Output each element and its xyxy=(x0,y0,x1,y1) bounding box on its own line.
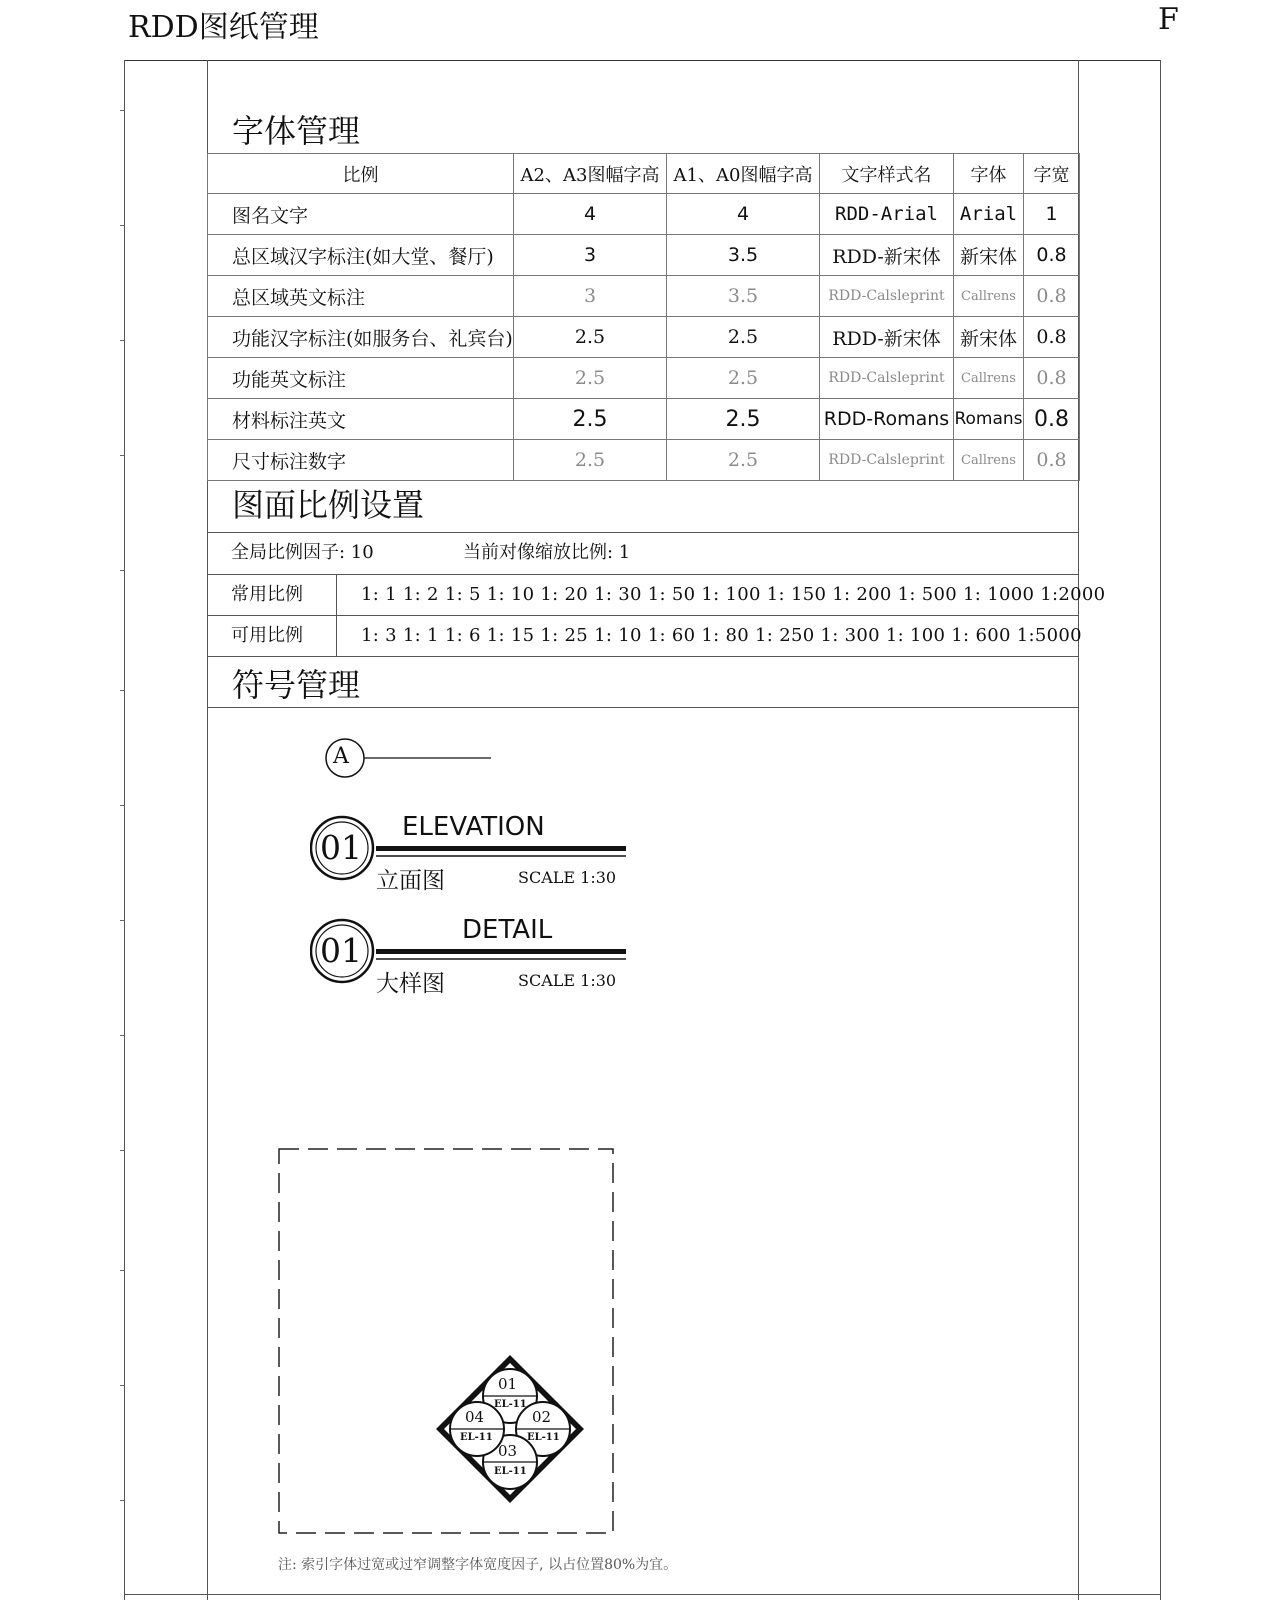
available-scale-label: 可用比例 xyxy=(231,625,303,646)
symbol-section-heading: 符号管理 xyxy=(232,666,361,704)
margin-tick xyxy=(120,1500,125,1501)
column-header: 比例 xyxy=(208,154,514,194)
cell-style: RDD-新宋体 xyxy=(820,317,954,358)
cell-a2a3: 4 xyxy=(514,194,667,235)
margin-tick xyxy=(120,1385,125,1386)
cell-a2a3: 3 xyxy=(514,235,667,276)
common-scale-row xyxy=(207,575,1106,615)
cell-style: RDD-Calsleprint xyxy=(820,440,954,481)
cell-width: 0.8 xyxy=(1024,399,1080,440)
table-row xyxy=(208,440,1080,481)
cell-a2a3: 2.5 xyxy=(514,317,667,358)
outer-frame-left xyxy=(124,60,125,1600)
cell-width: 0.8 xyxy=(1024,317,1080,358)
index-symbol xyxy=(436,1355,584,1503)
cell-style: RDD-Calsleprint xyxy=(820,276,954,317)
table-row xyxy=(208,399,1080,440)
detail-subtitle: 大样图 xyxy=(376,971,445,997)
table-row xyxy=(208,194,1080,235)
font-section-heading: 字体管理 xyxy=(232,112,361,150)
available-scale-row xyxy=(207,616,1082,656)
footnote: 注: 索引字体过宽或过窄调整字体宽度因子, 以占位置80%为宜。 xyxy=(278,1557,678,1573)
cell-a1a0: 2.5 xyxy=(667,399,820,440)
cell-font: Callrens xyxy=(954,276,1024,317)
row-label: 功能汉字标注(如服务台、礼宾台) xyxy=(208,317,514,358)
table-row xyxy=(208,358,1080,399)
margin-tick xyxy=(120,805,125,806)
table-row xyxy=(208,276,1080,317)
frame-bottom-rule xyxy=(124,1594,1160,1595)
detail-symbol xyxy=(310,915,630,995)
axis-symbol-graphic xyxy=(325,738,495,778)
cell-a1a0: 4 xyxy=(667,194,820,235)
cell-a1a0: 2.5 xyxy=(667,358,820,399)
cell-font: Callrens xyxy=(954,440,1024,481)
cell-font: Romans xyxy=(954,399,1024,440)
cell-a1a0: 3.5 xyxy=(667,235,820,276)
column-header: 字宽 xyxy=(1024,154,1080,194)
elevation-title: ELEVATION xyxy=(402,812,545,842)
cell-a2a3: 2.5 xyxy=(514,440,667,481)
outer-frame-right xyxy=(1160,60,1161,1600)
cell-a1a0: 3.5 xyxy=(667,276,820,317)
margin-tick xyxy=(120,340,125,341)
header-rule xyxy=(124,60,1160,61)
common-scale-values: 1: 1 1: 2 1: 5 1: 10 1: 20 1: 30 1: 50 1: 100 1: 150 1: 200 1: 500 1: 1000 1:2000 xyxy=(361,584,1106,605)
global-factor: 全局比例因子: 10 xyxy=(231,542,374,563)
index-bottom-number: 03 xyxy=(498,1442,518,1460)
margin-tick xyxy=(120,920,125,921)
cell-style: RDD-Arial xyxy=(820,194,954,235)
elevation-number: 01 xyxy=(320,828,362,867)
cell-font: 新宋体 xyxy=(954,235,1024,276)
table-header-row xyxy=(208,154,1080,194)
cell-style: RDD-Calsleprint xyxy=(820,358,954,399)
font-table xyxy=(207,153,1080,481)
margin-tick xyxy=(120,1270,125,1271)
cell-width: 0.8 xyxy=(1024,440,1080,481)
margin-tick xyxy=(120,110,125,111)
index-left-number: 04 xyxy=(465,1408,485,1426)
detail-number: 01 xyxy=(320,931,362,970)
elevation-symbol xyxy=(310,812,630,892)
row-label: 功能英文标注 xyxy=(208,358,514,399)
column-header: A2、A3图幅字高 xyxy=(514,154,667,194)
cell-a1a0: 2.5 xyxy=(667,317,820,358)
section-rule xyxy=(207,656,1079,657)
row-label: 总区域英文标注 xyxy=(208,276,514,317)
axis-symbol xyxy=(325,738,495,778)
table-row xyxy=(208,317,1080,358)
common-scale-label: 常用比例 xyxy=(231,584,303,605)
index-top-number: 01 xyxy=(498,1375,518,1393)
detail-title: DETAIL xyxy=(462,915,553,945)
cell-style: RDD-Romans xyxy=(820,399,954,440)
cell-font: Arial xyxy=(954,194,1024,235)
edge-letter: F xyxy=(1158,2,1179,37)
cell-a2a3: 3 xyxy=(514,276,667,317)
axis-label: A xyxy=(333,744,349,769)
cell-width: 0.8 xyxy=(1024,235,1080,276)
scale-label-divider xyxy=(336,574,337,656)
scale-section-heading: 图面比例设置 xyxy=(232,486,425,524)
margin-tick xyxy=(120,690,125,691)
row-label: 尺寸标注数字 xyxy=(208,440,514,481)
cell-font: Callrens xyxy=(954,358,1024,399)
margin-tick xyxy=(120,1150,125,1151)
cell-a1a0: 2.5 xyxy=(667,440,820,481)
cell-font: 新宋体 xyxy=(954,317,1024,358)
cell-width: 0.8 xyxy=(1024,276,1080,317)
margin-tick xyxy=(120,570,125,571)
cell-a2a3: 2.5 xyxy=(514,399,667,440)
elevation-scale: SCALE 1:30 xyxy=(518,868,617,887)
column-header: 文字样式名 xyxy=(820,154,954,194)
document-title: RDD图纸管理 xyxy=(128,10,319,45)
cell-style: RDD-新宋体 xyxy=(820,235,954,276)
column-header: 字体 xyxy=(954,154,1024,194)
table-row xyxy=(208,235,1080,276)
index-bottom-ref: EL-11 xyxy=(494,1466,527,1477)
cell-width: 0.8 xyxy=(1024,358,1080,399)
index-top-ref: EL-11 xyxy=(494,1399,527,1410)
cell-width: 1 xyxy=(1024,194,1080,235)
global-scale-row xyxy=(207,533,1079,573)
available-scale-values: 1: 3 1: 1 1: 6 1: 15 1: 25 1: 10 1: 60 1: 80 1: 250 1: 300 1: 100 1: 600 1:5000 xyxy=(361,625,1082,646)
cell-a2a3: 2.5 xyxy=(514,358,667,399)
row-label: 材料标注英文 xyxy=(208,399,514,440)
current-scale: 当前对像缩放比例: 1 xyxy=(463,542,631,563)
index-left-ref: EL-11 xyxy=(460,1432,493,1443)
index-right-ref: EL-11 xyxy=(527,1432,560,1443)
margin-tick xyxy=(120,225,125,226)
margin-tick xyxy=(120,1035,125,1036)
column-header: A1、A0图幅字高 xyxy=(667,154,820,194)
elevation-subtitle: 立面图 xyxy=(376,868,445,894)
detail-scale: SCALE 1:30 xyxy=(518,971,617,990)
row-label: 总区域汉字标注(如大堂、餐厅) xyxy=(208,235,514,276)
section-rule xyxy=(207,707,1079,708)
margin-tick xyxy=(120,455,125,456)
row-label: 图名文字 xyxy=(208,194,514,235)
index-right-number: 02 xyxy=(532,1408,552,1426)
